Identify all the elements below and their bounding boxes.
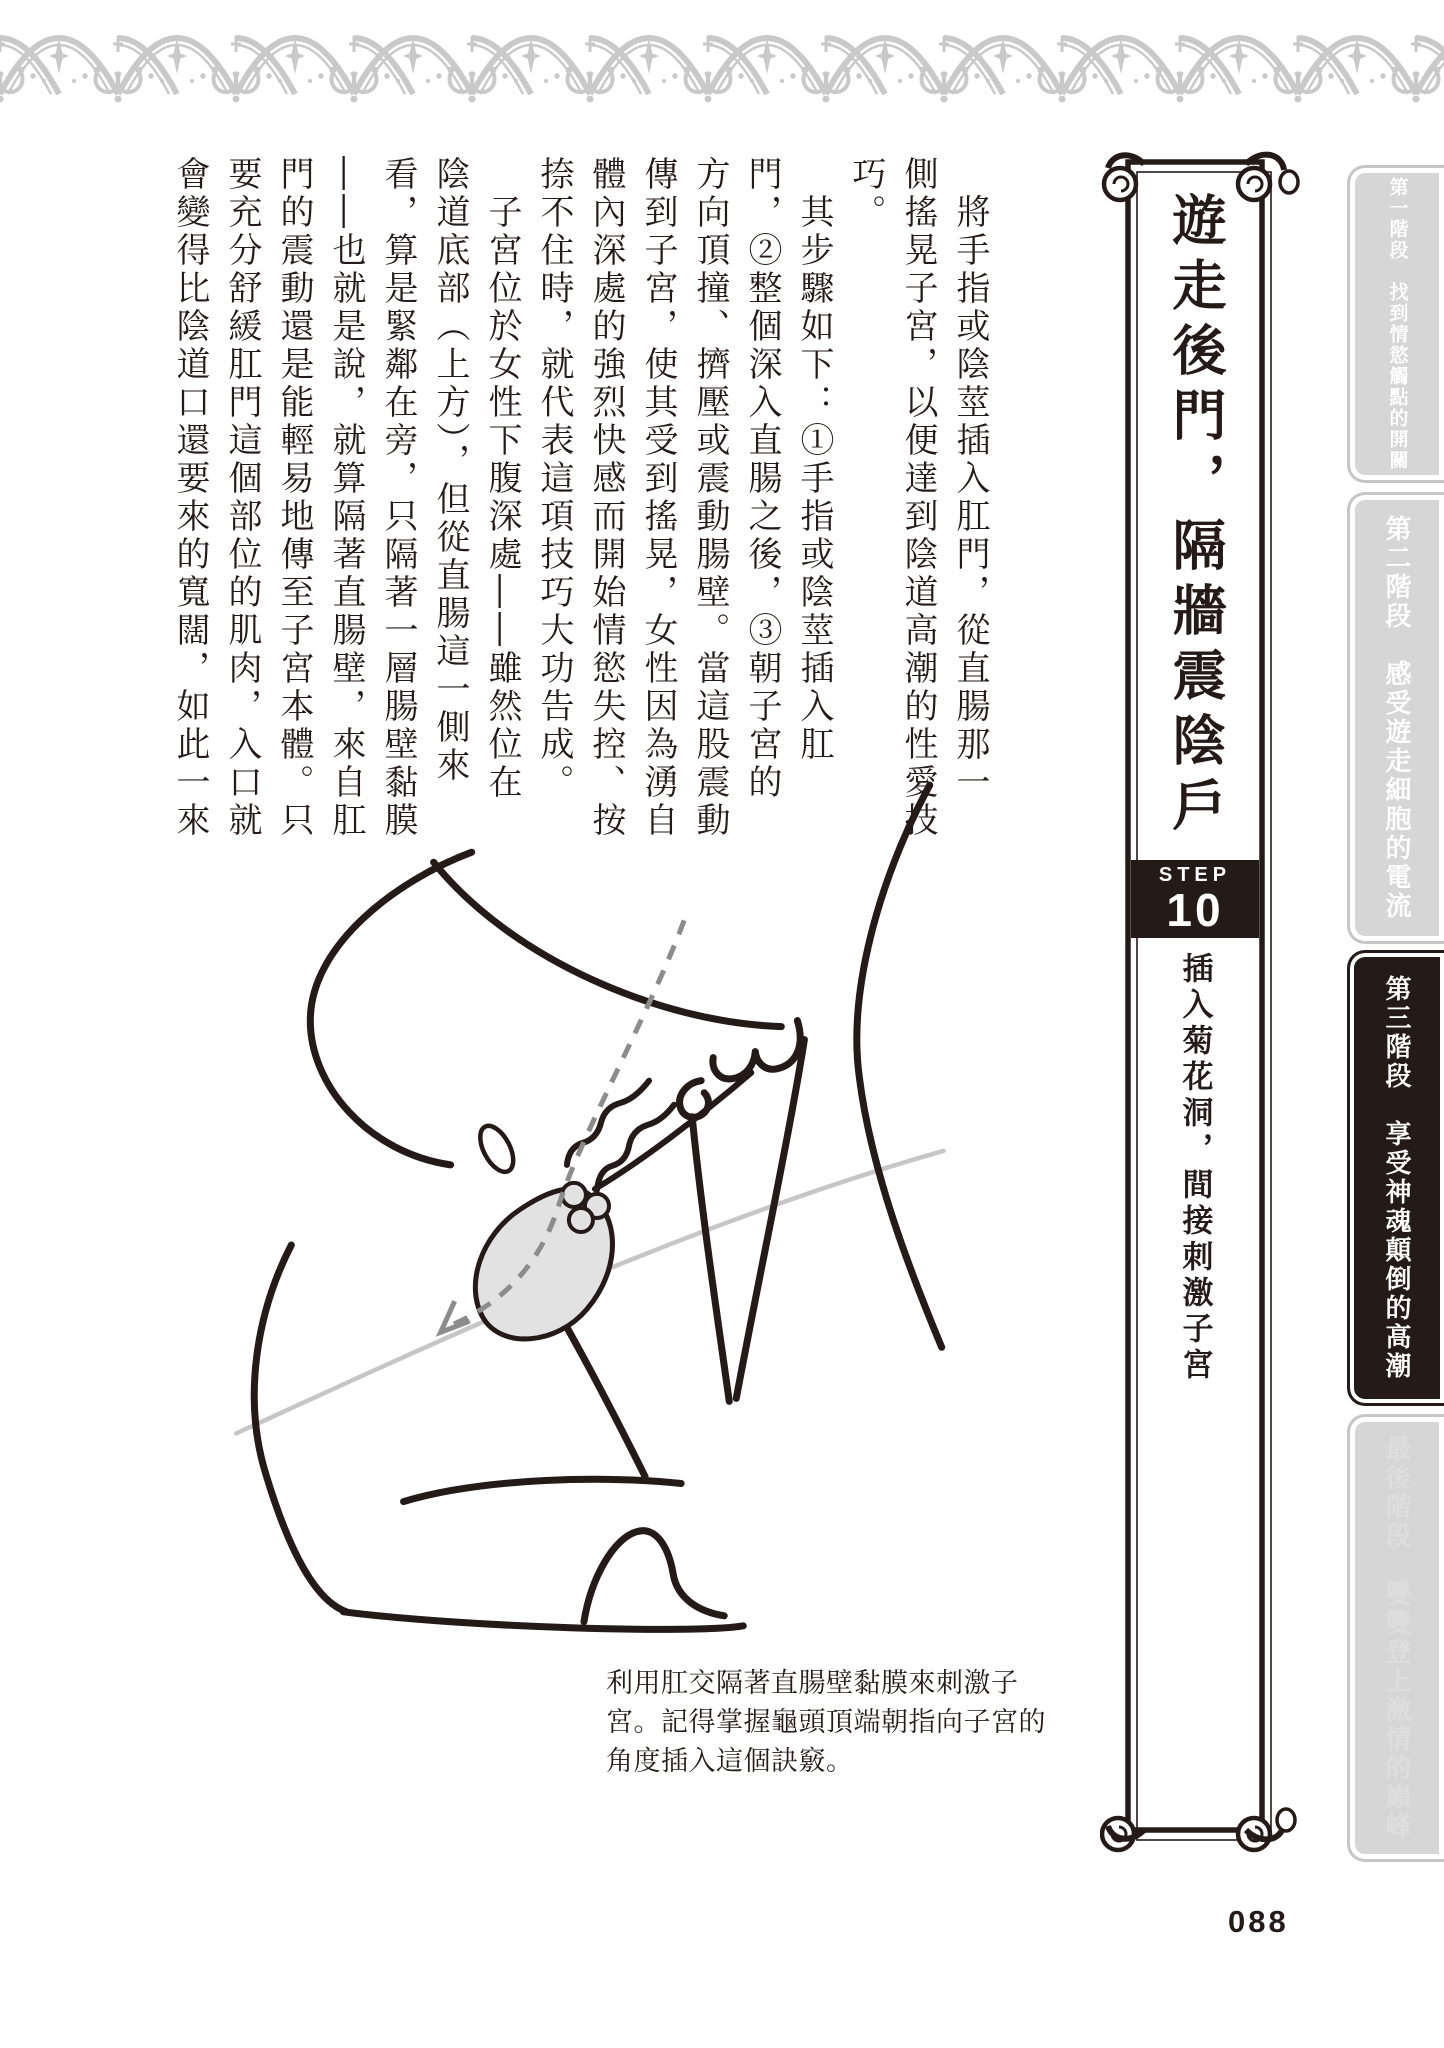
article-column: 側搖晃子宮，以便達到陰道高潮的性愛技: [899, 156, 937, 840]
article-column: 門的震動還是能輕易地傳至子宮本體。只: [275, 156, 313, 840]
chapter-tab-label: 第二階段 感受遊走細胞的電流: [1382, 515, 1412, 921]
chapter-tab-label: 第一階段 找到情慾觸點的開關: [1386, 177, 1408, 471]
step-number: 10: [1166, 884, 1224, 936]
article-column: 要充分舒緩肛門這個部位的肌肉，入口就: [223, 156, 261, 840]
article-column: 體內深處的強烈快感而開始情慾失控、按: [587, 156, 625, 840]
chapter-tab-stage-2[interactable]: [1347, 492, 1444, 944]
chapter-tab-stage-final[interactable]: [1347, 1414, 1444, 1862]
article-column: 其步驟如下：①手指或陰莖插入肛: [795, 156, 833, 764]
step-badge: [1131, 860, 1259, 938]
article-column: 方向頂撞、擠壓或震動腸壁。當這股震動: [691, 156, 729, 840]
chapter-tab-stage-3-active[interactable]: [1347, 950, 1444, 1406]
article-column: 捺不住時，就代表這項技巧大功告成。: [535, 156, 573, 802]
article-column: 門，②整個深入直腸之後，③朝子宮的: [743, 156, 781, 802]
step-banner: [1100, 140, 1312, 1920]
article-column: ——也就是說，就算隔著直腸壁，來自肛: [327, 156, 365, 840]
article-column: 陰道底部（上方），但從直腸這一側來: [431, 156, 469, 785]
uterus-shape: [475, 1183, 612, 1339]
banner-subtitle: 插入菊花洞，間接刺激子宮: [1177, 952, 1213, 1384]
chapter-tab-label: 第三階段 享受神魂顛倒的高潮: [1382, 975, 1412, 1381]
urethra-fold: [473, 1121, 520, 1177]
anatomy-illustration: [228, 752, 1000, 1704]
article-column: 子宮位於女性下腹深處——雖然位在: [483, 156, 521, 802]
lace-border-ornament: [0, 8, 1444, 104]
article-column: 將手指或陰莖插入肛門，從直腸那一: [951, 156, 989, 802]
illustration-caption: 利用肛交隔著直腸壁黏膜來刺激子宮。記得掌握龜頭頂端朝指向子宮的角度插入這個訣竅。: [606, 1668, 1046, 1776]
chapter-tab-stage-1[interactable]: [1347, 165, 1444, 483]
article-column: 看，算是緊鄰在旁，只隔著一層腸壁黏膜: [379, 156, 417, 840]
chapter-tab-label: 最後階段 雙雙登上激情的巔峰: [1382, 1435, 1412, 1841]
banner-title: 遊走後門，隔牆震陰戶: [1165, 192, 1225, 842]
page-number: 088: [1228, 1904, 1289, 1939]
article-column: 會變得比陰道口還要來的寬闊，如此一來: [171, 156, 209, 840]
article-column: 傳到子宮，使其受到搖晃，女性因為湧自: [639, 156, 677, 840]
article-column: 巧。: [847, 156, 885, 232]
step-label: STEP: [1158, 864, 1232, 886]
